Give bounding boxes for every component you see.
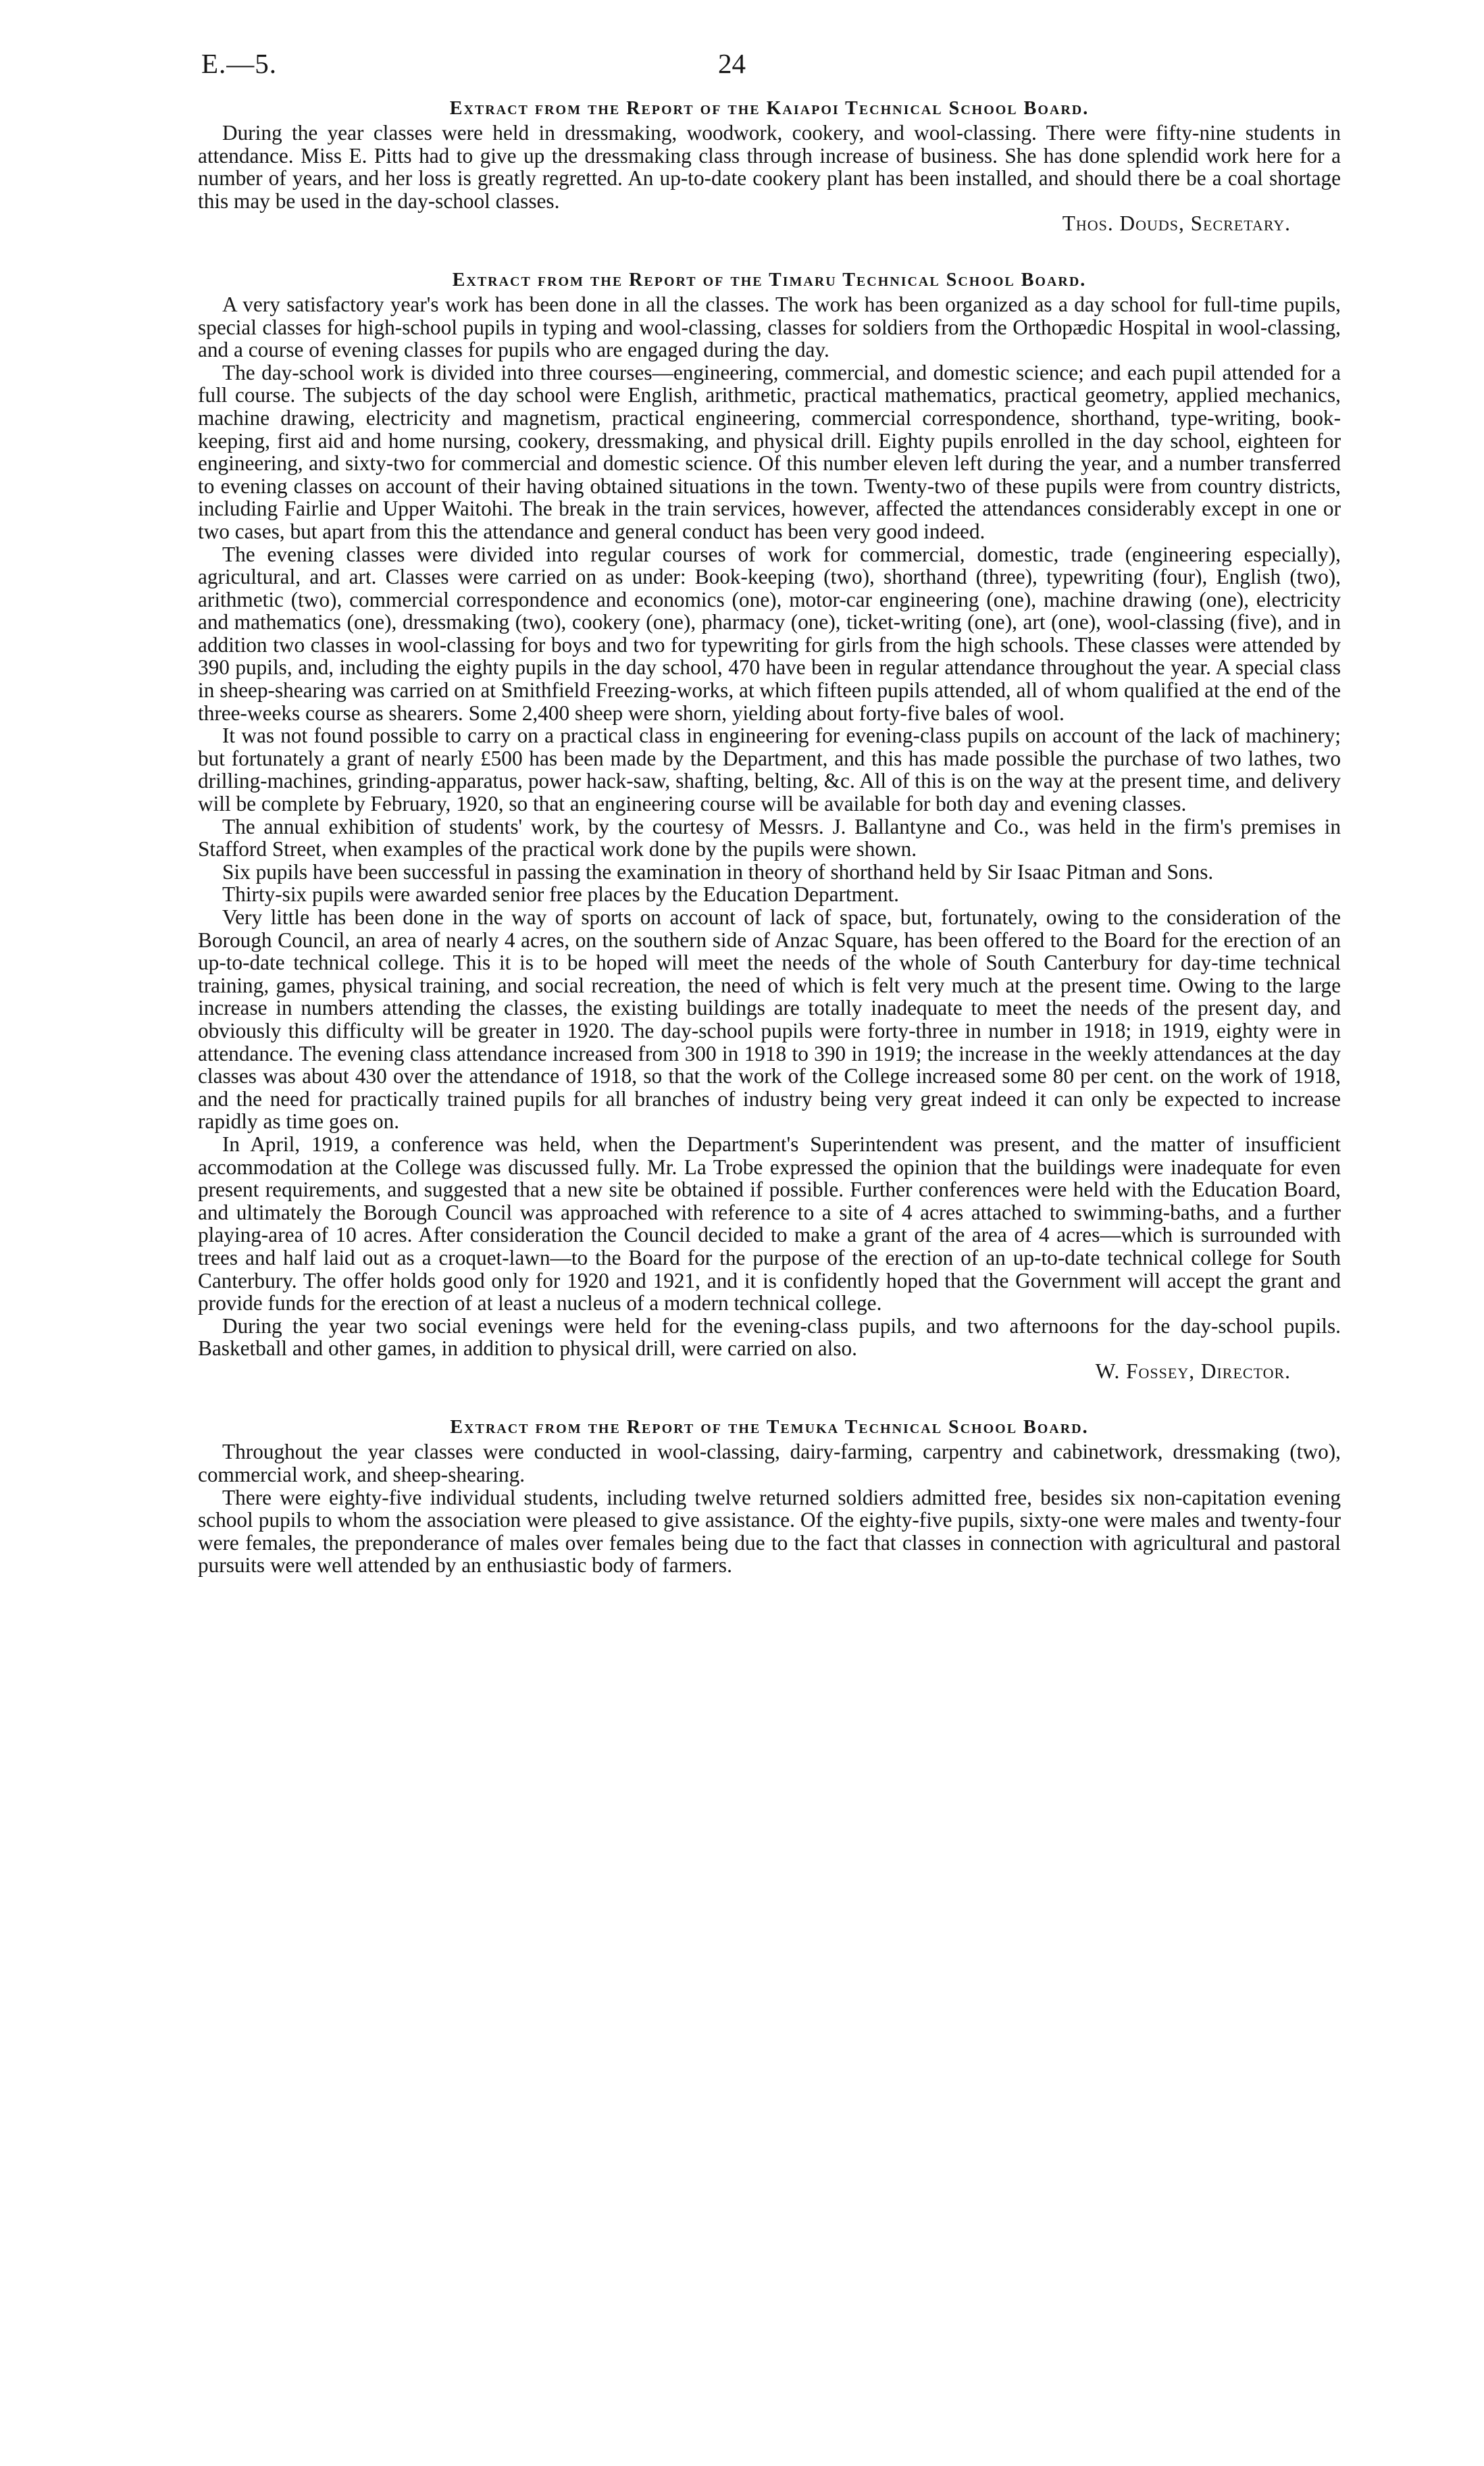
signature: Thos. Douds, Secretary.	[1062, 211, 1291, 236]
section-timaru	[198, 268, 1341, 1383]
paragraph: Six pupils have been successful in passing the examination in theory of shorthand held by Sir Isaac Pitman and Sons.	[222, 859, 1214, 884]
paragraph: Thirty-six pupils were awarded senior free places by the Education Department.	[222, 882, 900, 907]
section-kaiapoi	[198, 96, 1341, 235]
paragraph: The day-school work is divided into three courses—engineering, commercial, and domestic science; and each pupil attended for a full course. The subjects of the day school were English, arithmetic, practical mathematics, practical geometry, applied mechanics, machine drawing, electricity and magnetism, practical engineering, commercial correspondence, shorthand, type-writing, book-keeping, first aid and home nursing, cookery, dressmaking, and physical drill. Eighty pupils enrolled in the day school, eighteen for engineering, and sixty-two for commercial and domestic science. Of this number eleven left during the year, and a number transferred to evening classes on account of their having obtained situations in the town. Twenty-two of these pupils were from country districts, including Fairlie and Upper Waitohi. The break in the train services, however, affected the attendances considerably except in one or two cases, but apart from this the attendance and general conduct has been very good indeed.	[198, 360, 1341, 543]
section-temuka	[198, 1415, 1341, 1577]
paragraph: Throughout the year classes were conducted in wool-classing, dairy-farming, carpentry and cabinetwork, dressmaking (two), commercial work, and sheep-shearing.	[198, 1440, 1341, 1487]
document-page	[198, 47, 1341, 1577]
document-reference: E.—5.	[201, 48, 278, 79]
paragraph: A very satisfactory year's work has been done in all the classes. The work has been organized as a day school for full-time pupils, special classes for high-school pupils in typing and wool-classing, classes for soldiers from the Orthopædic Hospital in wool-classing, and a course of evening classes for pupils who are engaged during the day.	[198, 292, 1341, 362]
paragraph: In April, 1919, a conference was held, when the Department's Superintendent was present, and the matter of insufficient accommodation at the College was discussed fully. Mr. La Trobe expressed the opinion that the buildings were inadequate for even present requirements, and suggested that a new site be obtained if possible. Further conferences were held with the Education Board, and ultimately the Borough Council was approached with reference to a site of 4 acres attached to swimming-baths, and a further playing-area of 10 acres. After consideration the Council decided to make a grant of the area of 4 acres—which is surrounded with trees and half laid out as a croquet-lawn—to the Board for the purpose of the erection of an up-to-date technical college for South Canterbury. The offer holds good only for 1920 and 1921, and it is confidently hoped that the Government will accept the grant and provide funds for the erection of at least a nucleus of a modern technical college.	[198, 1132, 1341, 1315]
paragraph: The evening classes were divided into regular courses of work for commercial, domestic, trade (engineering especially), agricultural, and art. Classes were carried on as under: Book-keeping (two), shorthand (three), typewriting (four), English (two), arithmetic (two), commercial correspondence and economics (one), motor-car engineering (one), machine drawing (one), electricity and mathematics (one), dressmaking (two), cookery (one), pharmacy (one), ticket-writing (one), art (one), wool-classing (five), and in addition two classes in wool-classing for boys and two for typewriting for girls from the high schools. These classes were attended by 390 pupils, and, including the eighty pupils in the day school, 470 have been in regular attendance throughout the year. A special class in sheep-shearing was carried on at Smithfield Freezing-works, at which fifteen pupils attended, all of whom qualified at the end of the three-weeks course as shearers. Some 2,400 sheep were shorn, yielding about forty-five bales of wool.	[198, 542, 1341, 725]
paragraph: It was not found possible to carry on a practical class in engineering for evening-class pupils on account of the lack of machinery; but fortunately a grant of nearly £500 has been made by the Department, and this has made possible the purchase of two lathes, two drilling-machines, grinding-apparatus, power hack-saw, shafting, belting, &c. All of this is on the way at the present time, and delivery will be complete by February, 1920, so that an engineering course will be available for both day and evening classes.	[198, 724, 1341, 816]
signature: W. Fossey, Director.	[1095, 1359, 1291, 1383]
page-number: 24	[718, 48, 746, 79]
page-header	[198, 47, 1341, 88]
paragraph: The annual exhibition of students' work, by the courtesy of Messrs. J. Ballantyne and Co., was held in the firm's premises in Stafford Street, when examples of the practical work done by the pupils were shown.	[198, 814, 1341, 861]
paragraph: Very little has been done in the way of sports on account of lack of space, but, fortunately, owing to the consideration of the Borough Council, an area of nearly 4 acres, on the southern side of Anzac Square, has been offered to the Board for the erection of an up-to-date technical college. This it is to be hoped will meet the needs of the whole of South Canterbury for day-time technical training, games, physical training, and social recreation, the need of which is felt very much at the present time. Owing to the large increase in numbers attending the classes, the existing buildings are totally inadequate to meet the needs of the present day, and obviously this difficulty will be greater in 1920. The day-school pupils were forty-three in number in 1918; in 1919, eighty were in attendance. The evening class attendance increased from 300 in 1918 to 390 in 1919; the increase in the weekly attendances at the day classes was about 430 over the attendance of 1918, so that the work of the College increased some 80 per cent. on the work of 1918, and the need for practically trained pupils for all branches of industry being very great indeed it can only be expected to increase rapidly as time goes on.	[198, 905, 1341, 1134]
paragraph: During the year classes were held in dressmaking, woodwork, cookery, and wool-classing. There were fifty-nine students in attendance. Miss E. Pitts had to give up the dressmaking class through increase of business. She has done splendid work here for a number of years, and her loss is greatly regretted. An up-to-date cookery plant has been installed, and should there be a coal shortage this may be used in the day-school classes.	[198, 121, 1341, 213]
section-heading: Extract from the Report of the Temuka Technical School Board.	[450, 1417, 1089, 1438]
section-heading: Extract from the Report of the Kaiapoi Technical School Board.	[449, 98, 1090, 119]
paragraph: During the year two social evenings were held for the evening-class pupils, and two afternoons for the day-school pupils. Basketball and other games, in addition to physical drill, were carried on also.	[198, 1313, 1341, 1361]
paragraph: There were eighty-five individual students, including twelve returned soldiers admitted free, besides six non-capitation evening school pupils to whom the association were pleased to give assistance. Of the eighty-five pupils, sixty-one were males and twenty-four were females, the preponderance of males over females being due to the fact that classes in connection with agricultural and pastoral pursuits were well attended by an enthusiastic body of farmers.	[198, 1485, 1341, 1578]
section-heading: Extract from the Report of the Timaru Technical School Board.	[452, 269, 1087, 291]
